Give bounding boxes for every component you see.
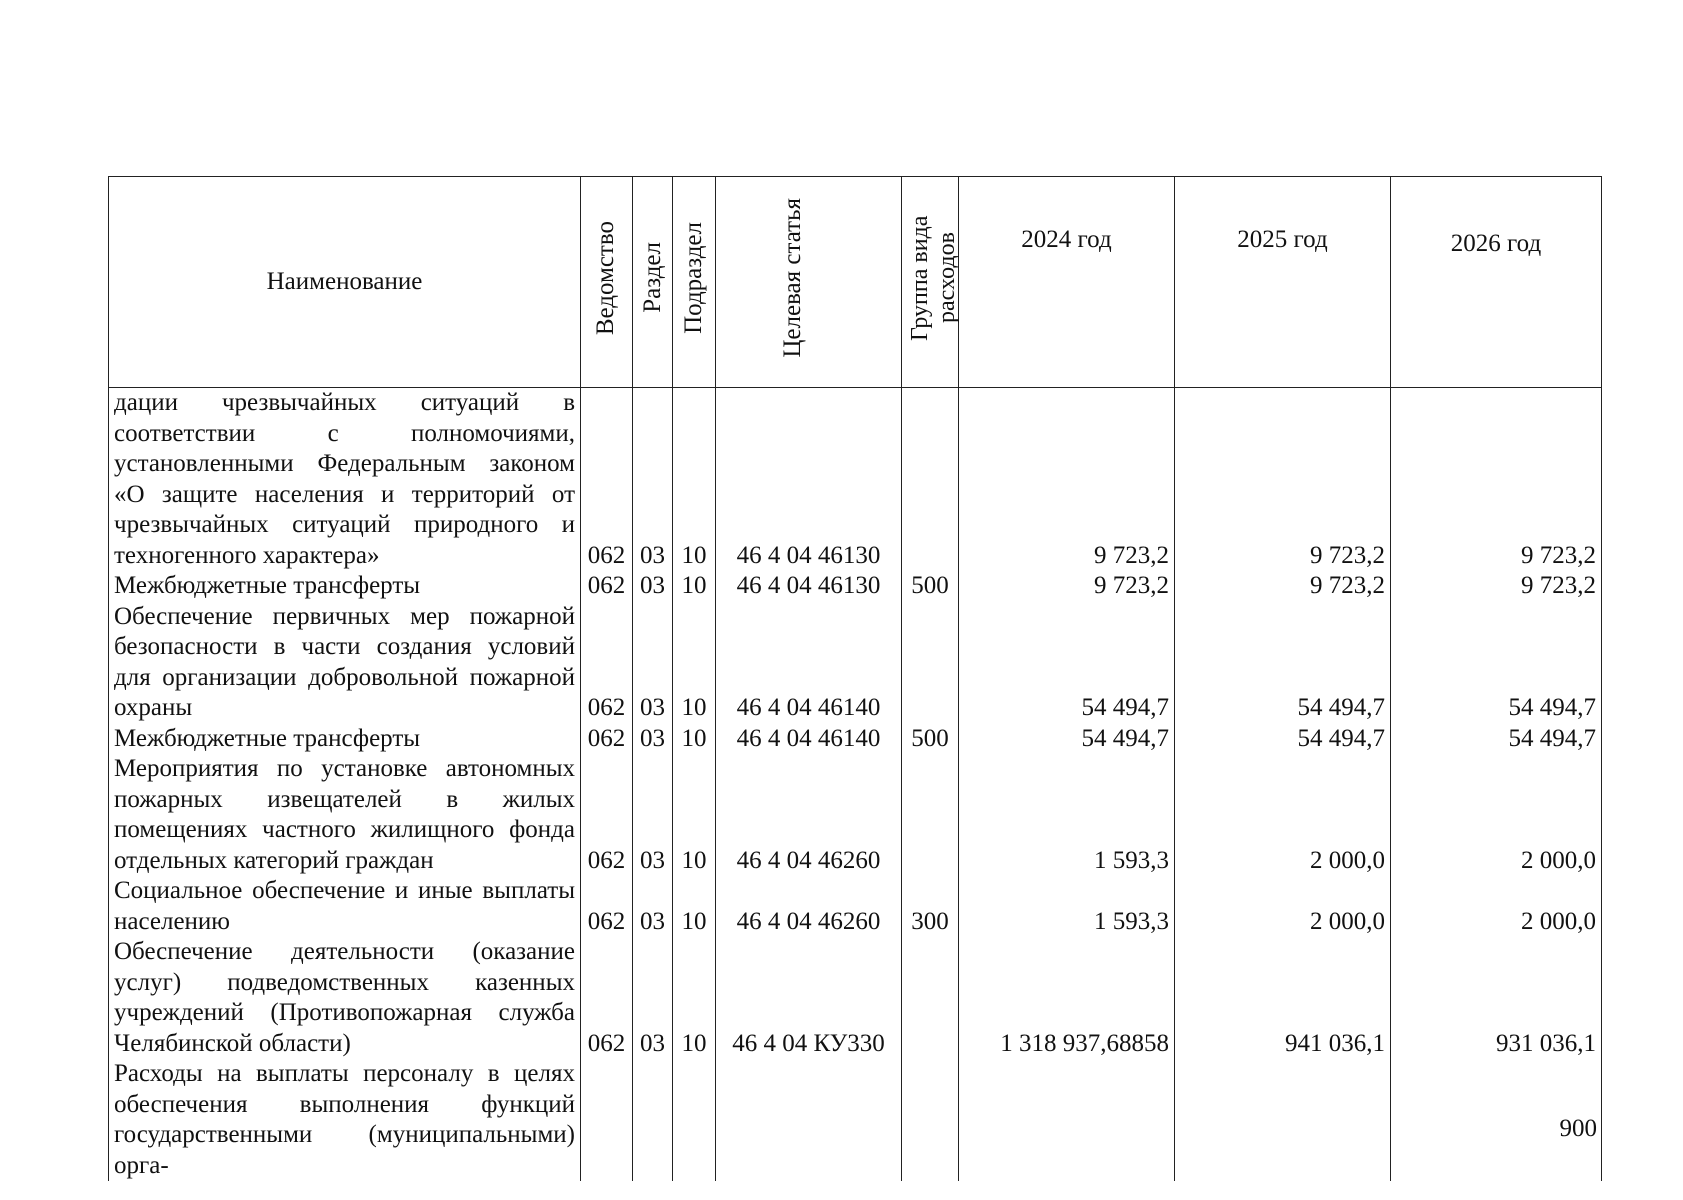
table-row [109, 571, 1602, 602]
header-target: Целевая статья [716, 177, 902, 388]
cell-group: 500 [902, 724, 959, 755]
header-group: Группа вида расходов [902, 177, 959, 388]
cell-group [902, 602, 959, 724]
cell-name: Обеспечение деятельности (оказание услуг) подведомственных казенных учреждений (Противопожарная служба Челябинской области) [109, 937, 581, 1059]
cell-2026: 931 036,1 [1391, 937, 1602, 1059]
cell-target: 46 4 04 46260 [716, 876, 902, 937]
table-header [109, 177, 1602, 388]
cell-2026: 54 494,7 [1391, 602, 1602, 724]
cell-dept: 062 [581, 724, 633, 755]
cell-subsection: 10 [673, 388, 716, 572]
cell-2025: 9 723,2 [1175, 571, 1391, 602]
table-row [109, 937, 1602, 1059]
header-section: Раздел [633, 177, 673, 388]
cell-2026: 9 723,2 [1391, 388, 1602, 572]
cell-2026: 2 000,0 [1391, 754, 1602, 876]
cell-target: 46 4 04 46130 [716, 388, 902, 572]
cell-section: 03 [633, 602, 673, 724]
cell-subsection [673, 1059, 716, 1181]
header-2026: 2026 год [1391, 177, 1602, 388]
cell-name: дации чрезвычайных ситуаций в соответствии с полномочиями, установленными Федеральным законом «О защите населения и территорий от чрезвычайных ситуаций природного и техногенного характера» [109, 388, 581, 572]
cell-section: 03 [633, 876, 673, 937]
page-number: 900 [1559, 1115, 1597, 1142]
cell-group [902, 1059, 959, 1181]
table-row [109, 1059, 1602, 1181]
cell-2025 [1175, 1059, 1391, 1181]
cell-2025: 54 494,7 [1175, 724, 1391, 755]
cell-name: Расходы на выплаты персоналу в целях обеспечения выполнения функций государственными (муниципальными) орга- [109, 1059, 581, 1181]
cell-2025: 2 000,0 [1175, 876, 1391, 937]
cell-2024: 1 593,3 [959, 754, 1175, 876]
cell-name: Обеспечение первичных мер пожарной безопасности в части создания условий для организации добровольной пожарной охраны [109, 602, 581, 724]
cell-2024: 9 723,2 [959, 388, 1175, 572]
cell-name: Социальное обеспечение и иные выплаты населению [109, 876, 581, 937]
cell-dept [581, 1059, 633, 1181]
budget-table [108, 176, 1602, 1181]
cell-2025: 54 494,7 [1175, 602, 1391, 724]
cell-subsection: 10 [673, 937, 716, 1059]
cell-2024: 9 723,2 [959, 571, 1175, 602]
cell-target: 46 4 04 46260 [716, 754, 902, 876]
cell-name: Межбюджетные трансферты [109, 571, 581, 602]
cell-2024: 1 593,3 [959, 876, 1175, 937]
cell-name: Мероприятия по установке автономных пожарных извещателей в жилых помещениях частного жилищного фонда отдельных категорий граждан [109, 754, 581, 876]
cell-2025: 9 723,2 [1175, 388, 1391, 572]
cell-group [902, 937, 959, 1059]
table-body [109, 388, 1602, 1182]
header-dept: Ведомство [581, 177, 633, 388]
cell-group [902, 388, 959, 572]
cell-2024: 54 494,7 [959, 724, 1175, 755]
cell-target: 46 4 04 46140 [716, 602, 902, 724]
cell-2024: 54 494,7 [959, 602, 1175, 724]
cell-dept: 062 [581, 388, 633, 572]
cell-group: 300 [902, 876, 959, 937]
table-row [109, 724, 1602, 755]
table-row [109, 388, 1602, 572]
cell-subsection: 10 [673, 602, 716, 724]
header-2025: 2025 год [1175, 177, 1391, 388]
cell-section: 03 [633, 754, 673, 876]
cell-dept: 062 [581, 602, 633, 724]
cell-section: 03 [633, 388, 673, 572]
cell-subsection: 10 [673, 571, 716, 602]
cell-2025: 2 000,0 [1175, 754, 1391, 876]
header-2024: 2024 год [959, 177, 1175, 388]
cell-subsection: 10 [673, 724, 716, 755]
cell-target: 46 4 04 КУ330 [716, 937, 902, 1059]
cell-dept: 062 [581, 876, 633, 937]
table-row [109, 754, 1602, 876]
cell-target [716, 1059, 902, 1181]
cell-subsection: 10 [673, 754, 716, 876]
table-row [109, 876, 1602, 937]
cell-section: 03 [633, 937, 673, 1059]
cell-group: 500 [902, 571, 959, 602]
cell-2026: 9 723,2 [1391, 571, 1602, 602]
cell-subsection: 10 [673, 876, 716, 937]
cell-name: Межбюджетные трансферты [109, 724, 581, 755]
cell-2024: 1 318 937,68858 [959, 937, 1175, 1059]
cell-dept: 062 [581, 754, 633, 876]
cell-section: 03 [633, 724, 673, 755]
cell-section [633, 1059, 673, 1181]
table-row [109, 602, 1602, 724]
header-name: Наименование [109, 177, 581, 388]
cell-2026: 54 494,7 [1391, 724, 1602, 755]
cell-target: 46 4 04 46130 [716, 571, 902, 602]
cell-2026: 2 000,0 [1391, 876, 1602, 937]
cell-2024 [959, 1059, 1175, 1181]
header-subsection: Подраздел [673, 177, 716, 388]
cell-dept: 062 [581, 937, 633, 1059]
cell-group [902, 754, 959, 876]
cell-section: 03 [633, 571, 673, 602]
cell-2025: 941 036,1 [1175, 937, 1391, 1059]
cell-dept: 062 [581, 571, 633, 602]
cell-target: 46 4 04 46140 [716, 724, 902, 755]
